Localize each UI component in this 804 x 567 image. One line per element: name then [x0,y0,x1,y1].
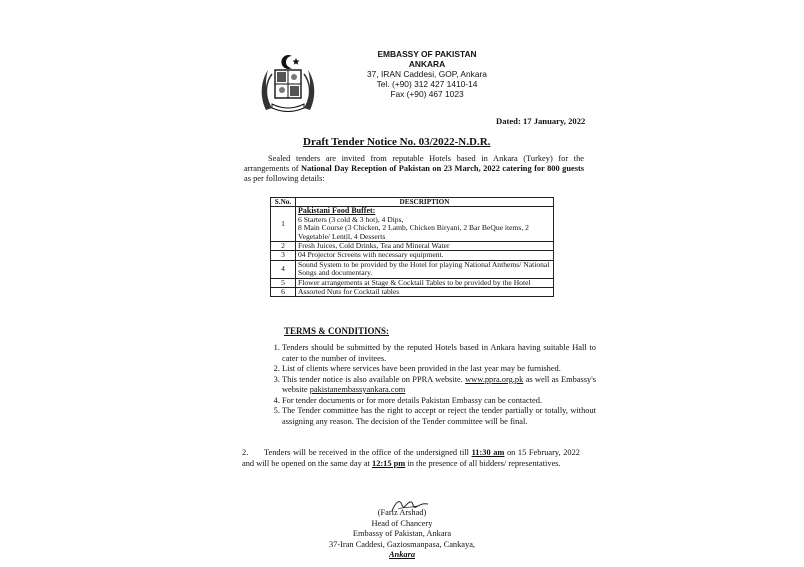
row-desc: Assorted Nuts for Cocktail tables [296,288,554,297]
requirements-table [270,197,554,297]
intro-paragraph [244,154,584,184]
list-item: 4. For tender documents or for more details Pakistan Embassy can be contacted. [282,396,596,407]
terms-heading: TERMS & CONDITIONS: [284,326,390,336]
page-title: Draft Tender Notice No. 03/2022-N.D.R. [303,136,491,148]
intro-text-1: Sealed tenders are invited from reputable Hotels based in Ankara (Turkey) for the arrangements of [244,154,584,173]
row-sno: 1 [271,207,296,242]
letterhead-address: 37, IRAN Caddesi, GOP, Ankara [367,69,487,79]
date-line: Dated: 17 January, 2022 [496,116,586,126]
signatory-org: Embassy of Pakistan, Ankara [352,529,452,539]
para-text: on 15 February, 2022 and will be opened on the same day at [242,448,580,468]
para-text: Tenders will be received in the office of the undersigned till [264,448,472,457]
list-item: 5. The Tender committee has the right to accept or reject the tender partially or totally, without assigning any reason. The decision of the Tender committee will be final. [282,406,596,427]
row-sno: 3 [271,251,296,260]
list-item [282,375,596,396]
embassy-website-link[interactable]: pakistanembassyankara.com [309,385,406,394]
col-desc-header: DESCRIPTION [296,198,554,207]
term-text: as well as Embassy's website [282,374,596,394]
terms-list [262,343,596,427]
table-row [271,207,554,242]
intro-bold: National Day Reception of Pakistan on 23 March, 2022 catering for 800 guests [301,164,585,173]
row-line: 8 Main Course (3 Chicken, 2 Lamb, Chicken Biryani, 2 Bar BeQue items, 2 Vegetable/ Lentil, 4 Desserts [298,223,529,241]
row-line: 6 Starters (3 cold & 3 hot), 4 Dips, [298,214,404,224]
list-item: 2. List of clients where services have been provided in the last year may be furnished. [282,364,596,375]
deadline-time: 11:30 am [471,448,505,457]
row-desc [296,207,554,242]
row-desc: Flower arrangements at Stage & Cocktail Tables to be provided by the Hotel [296,278,554,287]
ppra-link[interactable]: www.ppra.org.pk [465,374,524,384]
para-text: in the presence of all bidders/ representatives. [405,458,561,468]
signature-block [312,508,492,561]
row-sno: 4 [271,260,296,278]
letterhead-org: EMBASSY OF PAKISTAN [377,49,477,59]
letterhead-city: ANKARA [408,59,446,69]
row-sno: 6 [271,288,296,297]
signatory-name: (Fariz Arshad) [377,508,427,517]
row-sno: 5 [271,278,296,287]
signatory-designation: Head of Chancery [371,518,433,528]
table-row [271,260,554,278]
letterhead [362,49,492,99]
intro-text-2: as per following details: [244,174,325,183]
letterhead-fax: Fax (+90) 467 1023 [390,89,464,99]
list-item: 1. Tenders should be submitted by the reputed Hotels based in Ankara having suitable Hall to cater to the number of invitees. [282,343,596,364]
state-emblem-icon [258,52,318,114]
term-text: This tender notice is also available on PPRA website. [282,374,466,384]
table-row [271,288,554,297]
col-sno-header: S.No. [271,198,296,207]
signatory-city: Ankara [388,550,416,560]
paragraph-number: 2. [242,448,249,457]
table-row [271,251,554,260]
row-desc: Sound System to be provided by the Hotel for playing National Anthems/ National Songs and documentary. [296,260,554,278]
row-desc: 04 Projector Screens with necessary equipment. [296,251,554,260]
letterhead-tel: Tel. (+90) 312 427 1410-14 [376,79,478,89]
row-sno: 2 [271,242,296,251]
row-desc: Fresh Juices, Cold Drinks, Tea and Mineral Water [296,242,554,251]
signatory-address: 37-Iran Caddesi, Gaziosmanpasa, Cankaya, [328,539,476,549]
row-heading: Pakistani Food Buffet: [298,206,376,216]
submission-paragraph [242,448,580,469]
opening-time: 12:15 pm [372,458,406,468]
